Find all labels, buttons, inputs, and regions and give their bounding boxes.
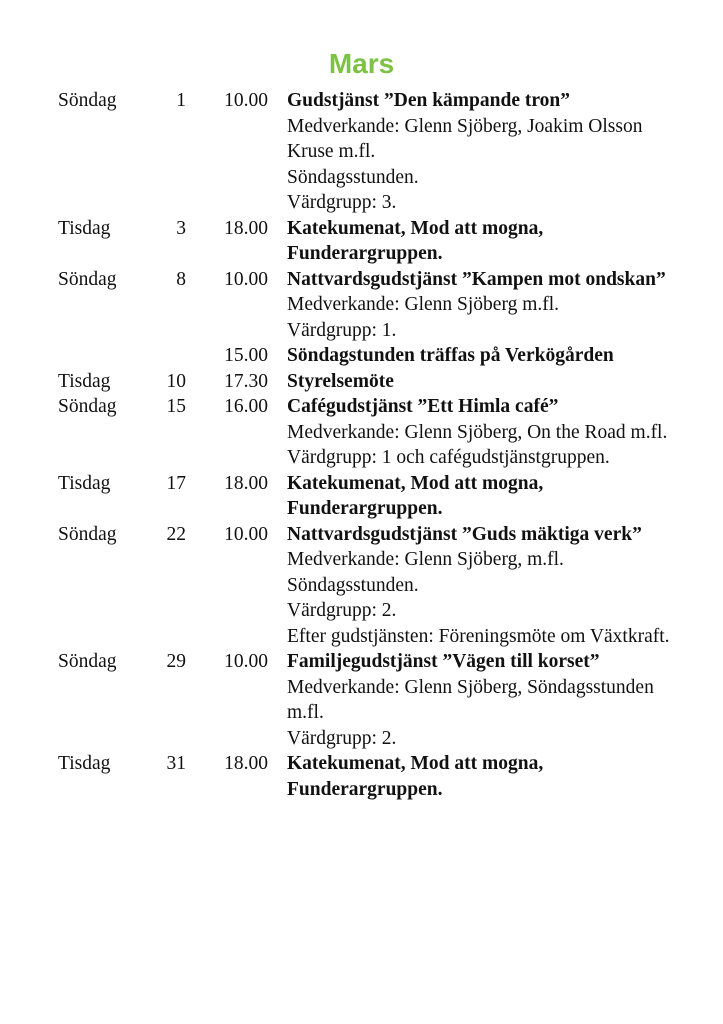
event-day: Tisdag xyxy=(58,753,111,774)
event-row xyxy=(0,88,723,216)
event-heading: Gudstjänst ”Den kämpande tron” xyxy=(287,90,570,111)
event-heading: Nattvardsgudstjänst ”Guds mäktiga verk” xyxy=(287,523,642,545)
event-time: 18.00 xyxy=(224,217,268,239)
event-row xyxy=(0,471,723,522)
event-date: 3 xyxy=(176,217,186,239)
event-heading: Katekumenat, Mod att mogna, Funderargruppen. xyxy=(287,217,544,264)
event-row xyxy=(0,649,723,751)
event-detail: Medverkande: Glenn Sjöberg, On the Road m.fl. xyxy=(287,421,668,443)
event-date: 1 xyxy=(176,90,186,111)
event-date: 22 xyxy=(166,523,186,545)
event-row xyxy=(0,343,723,369)
event-row xyxy=(0,522,723,650)
event-date: 8 xyxy=(176,268,186,290)
event-date: 17 xyxy=(166,472,186,494)
event-detail: Söndagsstunden. xyxy=(287,166,419,188)
event-date: 31 xyxy=(166,753,186,774)
event-time: 18.00 xyxy=(224,472,268,494)
event-time: 10.00 xyxy=(224,90,268,111)
event-description xyxy=(287,751,677,802)
event-description xyxy=(287,88,677,216)
event-day: Tisdag xyxy=(58,217,111,239)
event-day: Söndag xyxy=(58,268,117,290)
event-date: 10 xyxy=(166,370,186,392)
event-day: Tisdag xyxy=(58,472,111,494)
event-heading: Familjegudstjänst ”Vägen till korset” xyxy=(287,651,600,672)
event-description xyxy=(287,343,677,369)
event-day: Söndag xyxy=(58,651,117,672)
event-heading: Katekumenat, Mod att mogna, Funderargruppen. xyxy=(287,753,544,800)
event-detail: Medverkande: Glenn Sjöberg, Söndagsstunden m.fl. xyxy=(287,676,654,723)
event-time: 10.00 xyxy=(224,523,268,545)
event-day: Söndag xyxy=(58,90,117,111)
event-description xyxy=(287,394,677,471)
event-description xyxy=(287,267,677,344)
event-date: 15 xyxy=(166,396,186,417)
event-schedule xyxy=(0,88,723,802)
event-heading: Katekumenat, Mod att mogna, Funderargruppen. xyxy=(287,472,544,519)
event-day: Tisdag xyxy=(58,370,111,392)
event-row xyxy=(0,751,723,802)
event-date: 29 xyxy=(166,651,186,672)
event-heading: Söndagstunden träffas på Verkögården xyxy=(287,345,614,366)
event-row xyxy=(0,369,723,395)
page-title: Mars xyxy=(328,48,395,79)
event-heading: Nattvardsgudstjänst ”Kampen mot ondskan” xyxy=(287,268,666,290)
event-heading: Cafégudstjänst ”Ett Himla café” xyxy=(287,396,559,417)
event-description xyxy=(287,522,677,650)
event-detail: Medverkande: Glenn Sjöberg, Joakim Olsson Kruse m.fl. xyxy=(287,115,643,162)
event-day: Söndag xyxy=(58,396,117,417)
event-description xyxy=(287,369,677,395)
event-detail: Söndagsstunden. xyxy=(287,574,419,596)
event-detail: Värdgrupp: 2. xyxy=(287,727,397,749)
event-time: 10.00 xyxy=(224,651,268,672)
event-day: Söndag xyxy=(58,523,117,545)
event-description xyxy=(287,216,677,267)
event-detail: Värdgrupp: 2. xyxy=(287,600,397,621)
event-detail: Värdgrupp: 1. xyxy=(287,319,397,341)
event-detail: Efter gudstjänsten: Föreningsmöte om Växtkraft. xyxy=(287,625,670,647)
event-detail: Värdgrupp: 3. xyxy=(287,192,397,213)
event-detail: Värdgrupp: 1 och cafégudstjänstgruppen. xyxy=(287,447,610,468)
event-row xyxy=(0,267,723,344)
event-time: 15.00 xyxy=(224,345,268,366)
event-detail: Medverkande: Glenn Sjöberg, m.fl. xyxy=(287,549,564,570)
event-time: 10.00 xyxy=(224,268,268,290)
event-heading: Styrelsemöte xyxy=(287,370,394,392)
event-description xyxy=(287,649,677,751)
event-time: 17.30 xyxy=(224,370,268,392)
event-time: 16.00 xyxy=(224,396,268,417)
event-description xyxy=(287,471,677,522)
event-detail: Medverkande: Glenn Sjöberg m.fl. xyxy=(287,294,560,315)
event-row xyxy=(0,216,723,267)
event-row xyxy=(0,394,723,471)
event-time: 18.00 xyxy=(224,753,268,774)
